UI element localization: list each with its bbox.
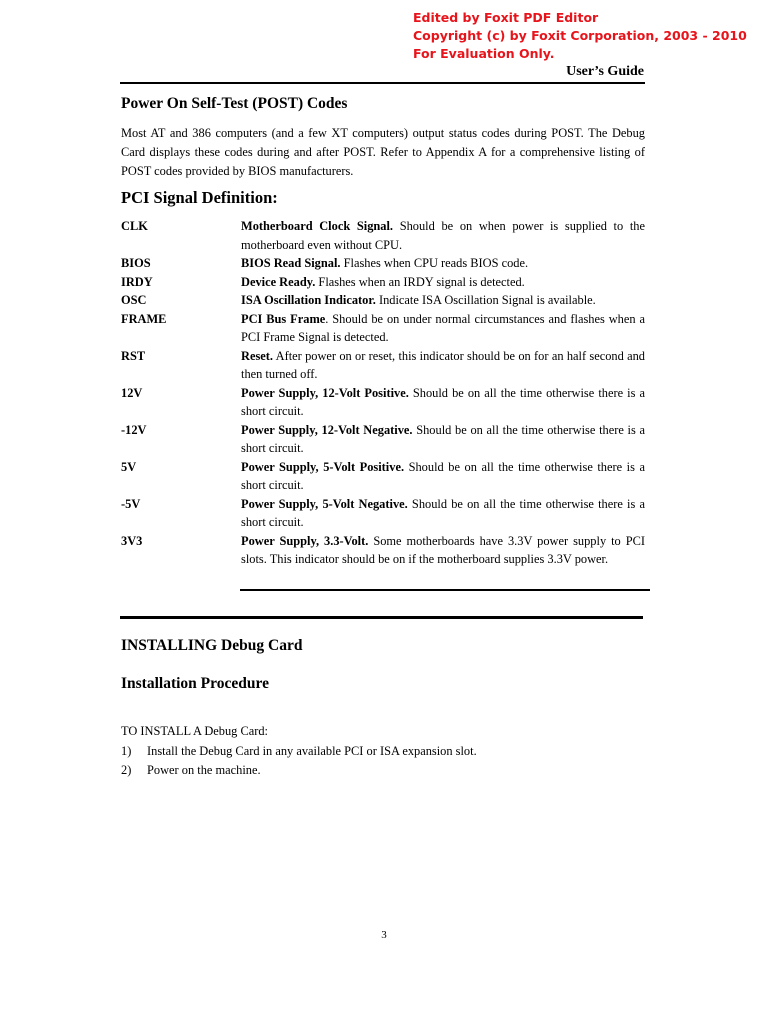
step-text: Power on the machine. xyxy=(147,763,261,777)
signal-description xyxy=(241,310,645,347)
watermark-line-2: Copyright (c) by Foxit Corporation, 2003 - 2010 xyxy=(413,28,747,43)
signal-description xyxy=(241,217,645,254)
signal-text: Should be on all the time otherwise there is a short circuit. xyxy=(241,422,646,455)
signal-name: 3V3 xyxy=(121,533,143,548)
signal-description xyxy=(241,384,645,421)
signal-name: 5V xyxy=(121,459,137,474)
table-row xyxy=(121,310,645,347)
table-row xyxy=(121,495,645,532)
installation-procedure-heading: Installation Procedure xyxy=(121,675,269,692)
signal-term: Power Supply, 3.3-Volt. xyxy=(241,533,369,548)
page-number: 3 xyxy=(381,929,387,941)
signal-term: Power Supply, 12-Volt Negative. xyxy=(241,422,413,437)
signal-name: CLK xyxy=(121,219,148,233)
installing-heading: INSTALLING Debug Card xyxy=(121,637,303,654)
signal-text: Indicate ISA Oscillation Signal is available. xyxy=(375,293,596,307)
list-item xyxy=(121,761,477,781)
signal-name: 12V xyxy=(121,385,143,400)
step-number: 2) xyxy=(121,763,132,777)
foxit-watermark xyxy=(413,9,747,63)
signal-text: Flashes when an IRDY signal is detected. xyxy=(315,274,525,289)
page-header-title: User’s Guide xyxy=(566,64,644,79)
table-row xyxy=(121,347,645,384)
signal-text: After power on or reset, this indicator should be on for an half second and then turned off. xyxy=(241,348,645,381)
signal-description xyxy=(241,291,645,310)
signal-name: RST xyxy=(121,348,146,363)
signal-term: Power Supply, 5-Volt Negative. xyxy=(241,496,408,511)
step-number: 1) xyxy=(121,743,132,758)
table-row xyxy=(121,458,645,495)
pci-signal-table xyxy=(121,217,645,569)
signal-text: Should be on all the time otherwise there is a short circuit. xyxy=(241,459,645,492)
signal-term: Power Supply, 5-Volt Positive. xyxy=(241,459,405,474)
list-item xyxy=(121,742,477,762)
signal-name: -12V xyxy=(121,422,147,437)
signal-text: Should be on when power is supplied to the motherboard even without CPU. xyxy=(241,219,645,252)
table-row xyxy=(121,254,645,273)
table-row xyxy=(121,532,645,569)
table-row xyxy=(121,291,645,310)
signal-description xyxy=(241,254,645,273)
signal-text: Should be on all the time otherwise there is a short circuit. xyxy=(241,496,645,529)
signal-term: BIOS Read Signal. xyxy=(241,256,341,270)
watermark-line-1: Edited by Foxit PDF Editor xyxy=(413,10,599,25)
signal-name: FRAME xyxy=(121,311,167,326)
install-steps xyxy=(121,722,477,781)
signal-term: Power Supply, 12-Volt Positive. xyxy=(241,385,409,400)
table-row xyxy=(121,273,645,292)
table-row xyxy=(121,421,645,458)
signal-description xyxy=(241,347,645,384)
signal-description xyxy=(241,273,645,292)
step-text: Install the Debug Card in any available PCI or ISA expansion slot. xyxy=(147,743,477,758)
install-intro: TO INSTALL A Debug Card: xyxy=(121,724,268,738)
post-paragraph: Most AT and 386 computers (and a few XT computers) output status codes during POST. The Debug Card displays these codes during and after POST. Refer to Appendix A for a comprehensive listing of POST codes provided by BIOS manufacturers. xyxy=(121,126,645,178)
signal-text: . Should be on under normal circumstances and flashes when a PCI Frame Signal is detected. xyxy=(241,311,645,344)
signal-text: Should be on all the time otherwise there is a short circuit. xyxy=(241,385,645,418)
signal-text: Flashes when CPU reads BIOS code. xyxy=(340,256,529,270)
signal-description xyxy=(241,532,645,569)
section-divider xyxy=(120,616,643,619)
pci-signal-heading: PCI Signal Definition: xyxy=(121,188,278,207)
signal-text: Some motherboards have 3.3V power supply to PCI slots. This indicator should be on if the motherboard supplies 3.3V power. xyxy=(241,533,645,566)
signal-description xyxy=(241,458,645,495)
signal-term: Device Ready. xyxy=(241,274,316,289)
table-bottom-divider xyxy=(240,589,650,591)
signal-description xyxy=(241,495,645,532)
signal-term: Motherboard Clock Signal. xyxy=(241,219,394,233)
signal-name: -5V xyxy=(121,496,141,511)
signal-term: PCI Bus Frame xyxy=(241,311,326,326)
header-divider xyxy=(120,82,645,84)
watermark-line-3: For Evaluation Only. xyxy=(413,46,555,61)
signal-term: ISA Oscillation Indicator. xyxy=(241,293,376,307)
signal-name: IRDY xyxy=(121,274,153,289)
post-heading: Power On Self-Test (POST) Codes xyxy=(121,95,348,112)
signal-description xyxy=(241,421,645,458)
signal-term: Reset. xyxy=(241,348,273,363)
table-row xyxy=(121,384,645,421)
signal-name: BIOS xyxy=(121,256,151,270)
table-row xyxy=(121,217,645,254)
signal-name: OSC xyxy=(121,293,147,307)
